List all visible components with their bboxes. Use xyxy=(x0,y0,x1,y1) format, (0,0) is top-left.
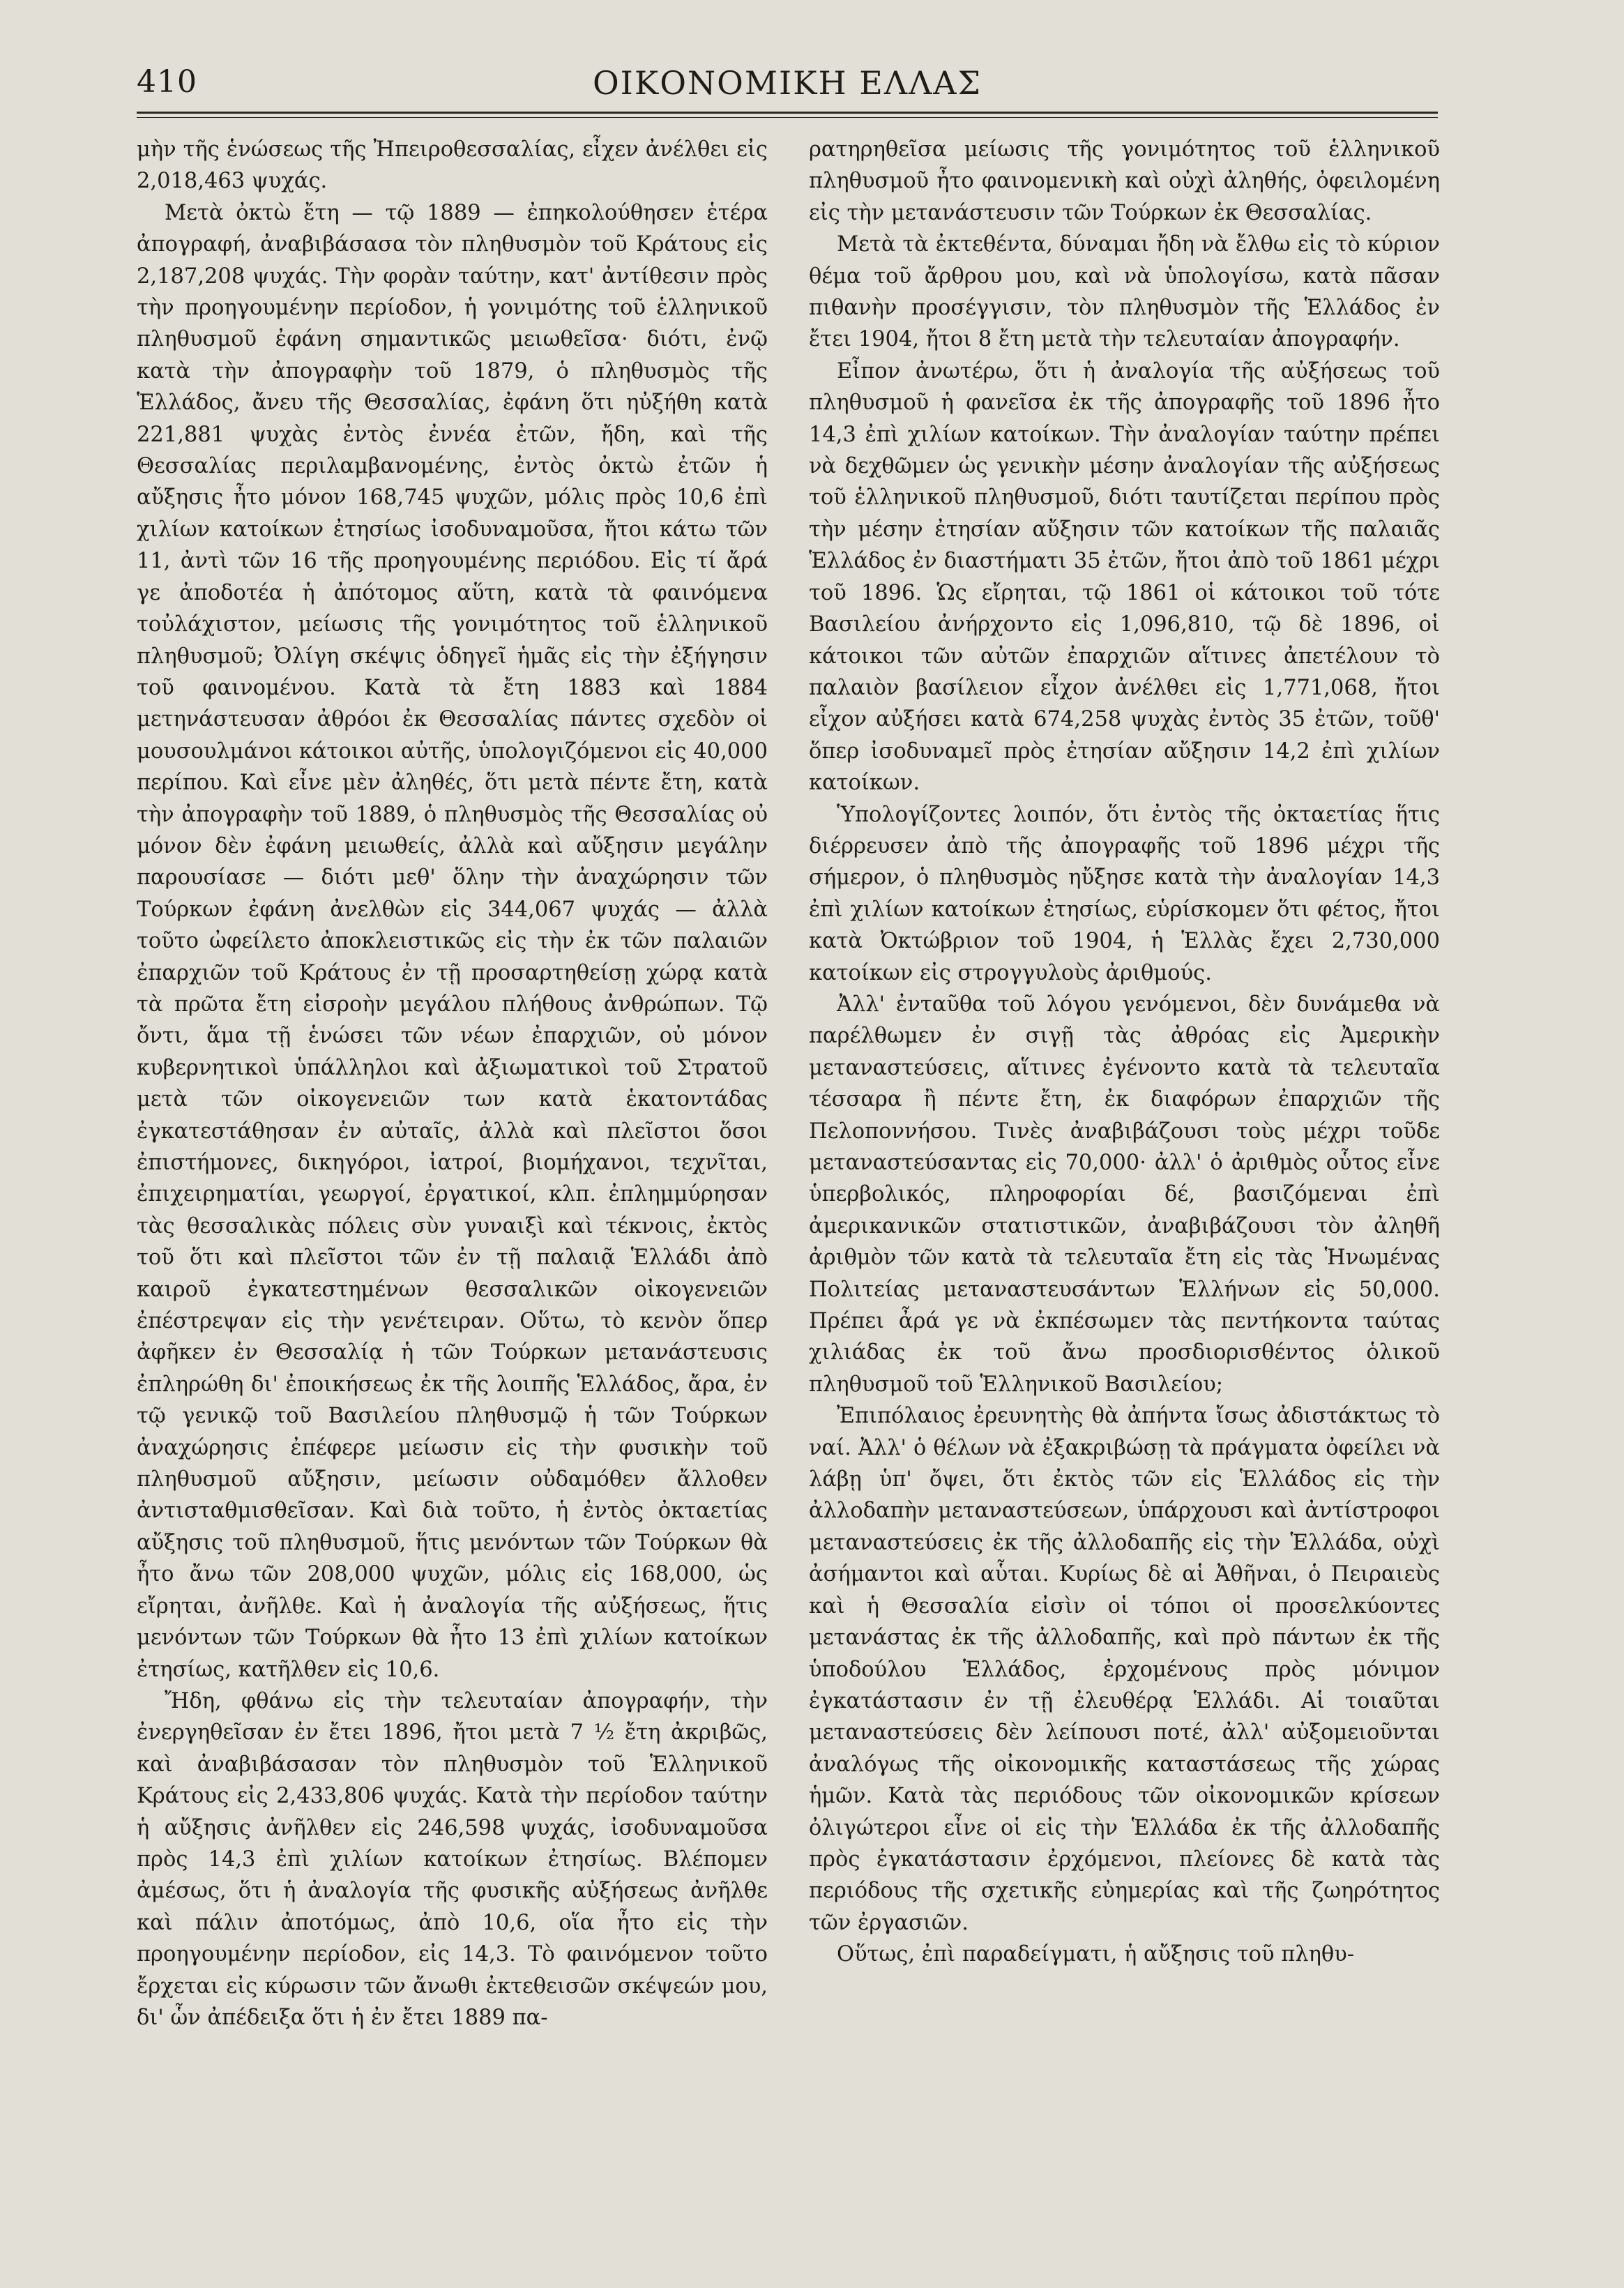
paragraph: Εἶπον ἀνωτέρω, ὅτι ἡ ἀναλογία τῆς αὐξήσεως τοῦ πληθυσμοῦ ἡ φανεῖσα ἐκ τῆς ἀπογραφῆς τοῦ 1896 ἦτο 14,3 ἐπὶ χιλίων κατοίκων. Τὴν ἀναλογίαν ταύτην πρέπει νὰ δεχθῶμεν ὡς γενικὴν μέσην ἀναλογίαν τῆς αὐξήσεως τοῦ ἑλληνικοῦ πληθυσμοῦ, διότι ταυτίζεται περίπου πρὸς τὴν μέσην ἐτησίαν αὔξησιν τῶν κατοίκων τῆς παλαιᾶς Ἑλλάδος ἐν διαστήματι 35 ἐτῶν, ἤτοι ἀπὸ τοῦ 1861 μέχρι τοῦ 1896. Ὡς εἴρηται, τῷ 1861 οἱ κάτοικοι τοῦ τότε Βασιλείου ἀνήρχοντο εἰς 1,096,810, τῷ δὲ 1896, οἱ κάτοικοι τῶν αὐτῶν ἐπαρχιῶν αἵτινες ἀπετέλουν τὸ παλαιὸν βασίλειον εἶχον ἀνέλθει εἰς 1,771,068, ἤτοι εἶχον αὐξήσει κατὰ 674,258 ψυχὰς ἐντὸς 35 ἐτῶν, τοῦθ' ὅπερ ἰσοδυναμεῖ πρὸς ἐτησίαν αὔξησιν 14,2 ἐπὶ χιλίων κατοίκων. xyxy=(809,358,1440,796)
page-header xyxy=(137,60,1438,109)
running-title: ΟΙΚΟΝΟΜΙΚΗ ΕΛΛΑΣ xyxy=(592,64,982,102)
paragraph: Ἤδη, φθάνω εἰς τὴν τελευταίαν ἀπογραφήν, τὴν ἐνεργηθεῖσαν ἐν ἔτει 1896, ἤτοι μετὰ 7 ½ ἔτη ἀκριβῶς, καὶ ἀναβιβάσασαν τὸν πληθυσμὸν τοῦ Ἑλληνικοῦ Κράτους εἰς 2,433,806 ψυχάς. Κατὰ τὴν περίοδον ταύτην ἡ αὔξησις ἀνῆλθεν εἰς 246,598 ψυχάς, ἰσοδυναμοῦσα πρὸς 14,3 ἐπὶ χιλίων κατοίκων ἐτησίως. Βλέπομεν ἀμέσως, ὅτι ἡ ἀναλογία τῆς φυσικῆς αὐξήσεως ἀνῆλθε καὶ πάλιν ἀποτόμως, ἀπὸ 10,6, οἵα ἦτο εἰς τὴν προηγουμένην περίοδον, εἰς 14,3. Τὸ φαινόμενον τοῦτο ἔρχεται εἰς κύρωσιν τῶν ἄνωθι ἐκτεθεισῶν σκέψεών μου, δι' ὧν ἀπέδειξα ὅτι ἡ ἐν ἔτει 1889 πα- xyxy=(137,1688,768,2030)
page-number: 410 xyxy=(137,64,197,100)
paragraph: Μετὰ τὰ ἐκτεθέντα, δύναμαι ἤδη νὰ ἔλθω εἰς τὸ κύριον θέμα τοῦ ἄρθρου μου, καὶ νὰ ὑπολογίσω, κατὰ πᾶσαν πιθανὴν προσέγγισιν, τὸν πληθυσμὸν τῆς Ἑλλάδος ἐν ἔτει 1904, ἤτοι 8 ἔτη μετὰ τὴν τελευταίαν ἀπογραφήν. xyxy=(809,232,1440,352)
paragraph: Ὑπολογίζοντες λοιπόν, ὅτι ἐντὸς τῆς ὀκταετίας ἥτις διέρρευσεν ἀπὸ τῆς ἀπογραφῆς τοῦ 1896 μέχρι τῆς σήμερον, ὁ πληθυσμὸς ηὔξησε κατὰ τὴν ἀναλογίαν 14,3 ἐπὶ χιλίων κατοίκων ἐτησίως, εὑρίσκομεν ὅτι φέτος, ἤτοι κατὰ Ὀκτώβριον τοῦ 1904, ἡ Ἑλλὰς ἔχει 2,730,000 κατοίκων εἰς στρογγυλοὺς ἀριθμούς. xyxy=(809,802,1440,985)
paragraph: Ἀλλ' ἐνταῦθα τοῦ λόγου γενόμενοι, δὲν δυνάμεθα νὰ παρέλθωμεν ἐν σιγῇ τὰς ἀθρόας εἰς Ἀμερικὴν μεταναστεύσεις, αἵτινες ἐγένοντο κατὰ τὰ τελευταῖα τέσσαρα ἢ πέντε ἔτη, ἐκ διαφόρων ἐπαρχιῶν τῆς Πελοποννήσου. Τινὲς ἀναβιβάζουσι τοὺς μέχρι τοῦδε μεταναστεύσαντας εἰς 70,000· ἀλλ' ὁ ἀριθμὸς οὗτος εἶνε ὑπερβολικός, πληροφορίαι δέ, βασιζόμεναι ἐπὶ ἀμερικανικῶν στατιστικῶν, ἀναβιβάζουσι τὸν ἀληθῆ ἀριθμὸν τῶν κατὰ τὰ τελευταῖα ἔτη εἰς τὰς Ἡνωμένας Πολιτείας μεταναστευσάντων Ἑλλήνων εἰς 50,000. Πρέπει ἆρά γε νὰ ἐκπέσωμεν τὰς πεντήκοντα ταύτας χιλιάδας ἐκ τοῦ ἄνω προσδιορισθέντος ὁλικοῦ πληθυσμοῦ τοῦ Ἑλληνικοῦ Βασιλείου; xyxy=(809,992,1440,1397)
paragraph: Μετὰ ὀκτὼ ἔτη — τῷ 1889 — ἐπηκολούθησεν ἑτέρα ἀπογραφή, ἀναβιβάσασα τὸν πληθυσμὸν τοῦ Κράτους εἰς 2,187,208 ψυχάς. Τὴν φορὰν ταύτην, κατ' ἀντίθεσιν πρὸς τὴν προηγουμένην περίοδον, ἡ γονιμότης τοῦ ἑλληνικοῦ πληθυσμοῦ ἐφάνη σημαντικῶς μειωθεῖσα· διότι, ἐνῷ κατὰ τὴν ἀπογραφὴν τοῦ 1879, ὁ πληθυσμὸς τῆς Ἑλλάδος, ἄνευ τῆς Θεσσαλίας, ἐφάνη ὅτι ηὐξήθη κατὰ 221,881 ψυχὰς ἐντὸς ἐννέα ἐτῶν, ἤδη, καὶ τῆς Θεσσαλίας περιλαμβανομένης, ἐντὸς ὀκτὼ ἐτῶν ἡ αὔξησις ἦτο μόνον 168,745 ψυχῶν, μόλις πρὸς 10,6 ἐπὶ χιλίων κατοίκων ἐτησίως ἰσοδυναμοῦσα, ἤτοι κάτω τῶν 11, ἀντὶ τῶν 16 τῆς προηγουμένης περιόδου. Εἰς τί ἄρά γε ἀποδοτέα ἡ ἀπότομος αὕτη, κατὰ τὰ φαινόμενα τοὐλάχιστον, μείωσις τῆς γονιμότητος τοῦ ἑλληνικοῦ πληθυσμοῦ; Ὀλίγη σκέψις ὁδηγεῖ ἡμᾶς εἰς τὴν ἐξήγησιν τοῦ φαινομένου. Κατὰ τὰ ἔτη 1883 καὶ 1884 μετηνάστευσαν ἀθρόοι ἐκ Θεσσαλίας πάντες σχεδὸν οἱ μουσουλμάνοι κάτοικοι αὐτῆς, ὑπολογιζόμενοι εἰς 40,000 περίπου. Καὶ εἶνε μὲν ἀληθές, ὅτι μετὰ πέντε ἔτη, κατὰ τὴν ἀπογραφὴν τοῦ 1889, ὁ πληθυσμὸς τῆς Θεσσαλίας οὐ μόνον δὲν ἐφάνη μειωθείς, ἀλλὰ καὶ αὔξησιν μεγάλην παρουσίασε — διότι μεθ' ὅλην τὴν ἀναχώρησιν τῶν Τούρκων ἐφάνη ἀνελθὼν εἰς 344,067 ψυχάς — ἀλλὰ τοῦτο ὠφείλετο ἀποκλειστικῶς εἰς τὴν ἐκ τῶν παλαιῶν ἐπαρχιῶν τοῦ Κράτους ἐν τῇ προσαρτηθείσῃ χώρᾳ κατὰ τὰ πρῶτα ἔτη εἰσροὴν μεγάλου πλήθους ἀνθρώπων. Τῷ ὄντι, ἅμα τῇ ἑνώσει τῶν νέων ἐπαρχιῶν, οὐ μόνον κυβερνητικοὶ ὑπάλληλοι καὶ ἀξιωματικοὶ τοῦ Στρατοῦ μετὰ τῶν οἰκογενειῶν των κατὰ ἑκατοντάδας ἐγκατεστάθησαν ἐν αὐταῖς, ἀλλὰ καὶ πλεῖστοι ὅσοι ἐπιστήμονες, δικηγόροι, ἰατροί, βιομήχανοι, τεχνῖται, ἐπιχειρηματίαι, γεωργοί, ἐργατικοί, κλπ. ἐπλημμύρησαν τὰς θεσσαλικὰς πόλεις σὺν γυναιξὶ καὶ τέκνοις, ἐκτὸς τοῦ ὅτι καὶ πλεῖστοι τῶν ἐν τῇ παλαιᾷ Ἑλλάδι ἀπὸ καιροῦ ἐγκατεστημένων θεσσαλικῶν οἰκογενειῶν ἐπέστρεψαν εἰς τὴν γενέτειραν. Οὕτω, τὸ κενὸν ὅπερ ἀφῆκεν ἐν Θεσσαλίᾳ ἡ τῶν Τούρκων μετανάστευσις ἐπληρώθη δι' ἐποικήσεως ἐκ τῆς λοιπῆς Ἑλλάδος, ἄρα, ἐν τῷ γενικῷ τοῦ Βασιλείου πληθυσμῷ ἡ τῶν Τούρκων ἀναχώρησις ἐπέφερε μείωσιν εἰς τὴν φυσικὴν τοῦ πληθυσμοῦ αὔξησιν, μείωσιν οὐδαμόθεν ἄλλοθεν ἀντισταθμισθεῖσαν. Καὶ διὰ τοῦτο, ἡ ἐντὸς ὀκταετίας αὔξησις τοῦ πληθυσμοῦ, ἥτις μενόντων τῶν Τούρκων θὰ ἦτο ἄνω τῶν 208,000 ψυχῶν, μόλις εἰς 168,000, ὡς εἴρηται, ἀνῆλθε. Καὶ ἡ ἀναλογία τῆς αὐξήσεως, ἥτις μενόντων τῶν Τούρκων θὰ ἦτο 13 ἐπὶ χιλίων κατοίκων ἐτησίως, κατῆλθεν εἰς 10,6. xyxy=(137,200,768,1682)
left-column xyxy=(137,134,768,2247)
right-column xyxy=(809,134,1440,2240)
paragraph: ρατηρηθεῖσα μείωσις τῆς γονιμότητος τοῦ ἑλληνικοῦ πληθυσμοῦ ἦτο φαινομενικὴ καὶ οὐχὶ ἀληθής, ὀφειλομένη εἰς τὴν μετανάστευσιν τῶν Τούρκων ἐκ Θεσσαλίας. xyxy=(809,137,1440,225)
paragraph: Οὕτως, ἐπὶ παραδείγματι, ἡ αὔξησις τοῦ πληθυ- xyxy=(837,1942,1355,1967)
paragraph: Ἐπιπόλαιος ἐρευνητὴς θὰ ἀπήντα ἴσως ἀδιστάκτως τὸ ναί. Ἀλλ' ὁ θέλων νὰ ἐξακριβώσῃ τὰ πράγματα ὀφείλει νὰ λάβῃ ὑπ' ὄψει, ὅτι ἐκτὸς τῶν εἰς Ἑλλάδος εἰς τὴν ἀλλοδαπὴν μεταναστεύσεων, ὑπάρχουσι καὶ ἀντίστροφοι μεταναστεύσεις ἐκ τῆς ἀλλοδαπῆς εἰς τὴν Ἑλλάδα, οὐχὶ ἀσήμαντοι καὶ αὗται. Κυρίως δὲ αἱ Ἀθῆναι, ὁ Πειραιεὺς καὶ ἡ Θεσσαλία εἰσὶν οἱ τόποι οἱ προσελκύοντες μετανάστας ἐκ τῆς ἀλλοδαπῆς, καὶ πρὸ πάντων ἐκ τῆς ὑποδούλου Ἑλλάδος, ἐρχομένους πρὸς μόνιμον ἐγκατάστασιν ἐν τῇ ἐλευθέρᾳ Ἑλλάδι. Αἱ τοιαῦται μεταναστεύσεις δὲν λείπουσι ποτέ, ἀλλ' αὐξομειοῦνται ἀναλόγως τῆς οἰκονομικῆς καταστάσεως τῆς χώρας ἡμῶν. Κατὰ τὰς περιόδους τῶν οἰκονομικῶν κρίσεων ὀλιγώτεροι εἶνε οἱ εἰς τὴν Ἑλλάδα ἐκ τῆς ἀλλοδαπῆς πρὸς ἐγκατάστασιν ἐρχόμενοι, πλείονες δὲ κατὰ τὰς περιόδους τῆς σχετικῆς εὐημερίας καὶ τῆς ζωηρότητος τῶν ἐργασιῶν. xyxy=(809,1404,1440,1935)
paragraph: μὴν τῆς ἑνώσεως τῆς Ἠπειροθεσσαλίας, εἶχεν ἀνέλθει εἰς 2,018,463 ψυχάς. xyxy=(137,137,768,194)
header-rule xyxy=(137,112,1438,114)
header-rule-thin xyxy=(137,117,1438,118)
